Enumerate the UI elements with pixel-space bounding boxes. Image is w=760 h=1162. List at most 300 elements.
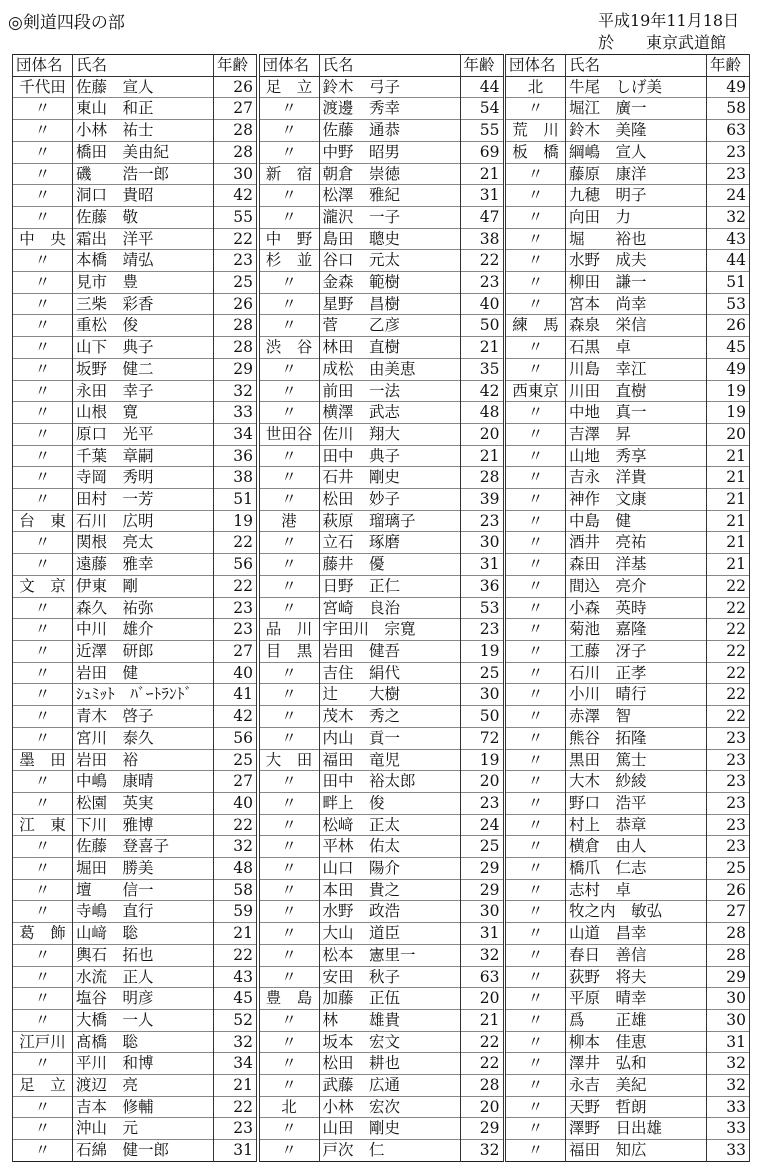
org-cell: 〃	[506, 445, 566, 467]
table-row	[13, 966, 257, 988]
age-cell: 19	[460, 640, 503, 662]
table-row	[13, 250, 257, 272]
name-cell: 石川 広明	[73, 510, 214, 532]
age-cell: 41	[214, 684, 257, 706]
org-cell: 〃	[13, 597, 73, 619]
org-cell: 〃	[259, 1075, 319, 1097]
age-cell: 19	[707, 380, 750, 402]
name-cell: 綱嶋 宣人	[566, 141, 707, 163]
name-cell: 藤井 優	[319, 554, 460, 576]
org-cell: 〃	[506, 706, 566, 728]
table-row	[506, 141, 750, 163]
table-row	[506, 315, 750, 337]
table-row	[259, 1031, 503, 1053]
org-cell: 〃	[506, 228, 566, 250]
age-cell: 32	[214, 1031, 257, 1053]
age-cell: 29	[707, 966, 750, 988]
name-cell: 本田 貴之	[319, 879, 460, 901]
table-row	[259, 315, 503, 337]
name-cell: 山﨑 聡	[73, 923, 214, 945]
org-cell: 〃	[13, 445, 73, 467]
age-cell: 22	[707, 597, 750, 619]
name-cell: 吉住 絹代	[319, 662, 460, 684]
org-cell: 〃	[506, 1009, 566, 1031]
age-cell: 25	[460, 662, 503, 684]
table-row	[13, 532, 257, 554]
org-cell: 〃	[506, 532, 566, 554]
org-cell: 〃	[259, 532, 319, 554]
table-row	[13, 206, 257, 228]
age-cell: 19	[460, 749, 503, 771]
org-cell: 〃	[506, 1031, 566, 1053]
table-row	[506, 228, 750, 250]
org-cell: 〃	[13, 684, 73, 706]
age-cell: 45	[707, 337, 750, 359]
table-row	[259, 120, 503, 142]
age-cell: 25	[460, 836, 503, 858]
age-cell: 32	[707, 1075, 750, 1097]
org-cell: 〃	[259, 771, 319, 793]
name-cell: 小森 英時	[566, 597, 707, 619]
age-cell: 25	[707, 858, 750, 880]
age-cell: 23	[214, 597, 257, 619]
org-cell: 〃	[13, 185, 73, 207]
table-row	[259, 228, 503, 250]
age-cell: 32	[214, 836, 257, 858]
age-cell: 45	[214, 988, 257, 1010]
name-cell: 島田 聰史	[319, 228, 460, 250]
name-cell: 茂木 秀之	[319, 706, 460, 728]
age-cell: 34	[214, 423, 257, 445]
org-cell: 〃	[506, 467, 566, 489]
age-cell: 27	[214, 640, 257, 662]
table-row	[506, 120, 750, 142]
age-cell: 22	[707, 662, 750, 684]
name-cell: 神作 文康	[566, 489, 707, 511]
table-row	[506, 727, 750, 749]
org-cell: 文 京	[13, 575, 73, 597]
table-row	[506, 1075, 750, 1097]
name-cell: 岩田 裕	[73, 749, 214, 771]
org-cell: 〃	[259, 293, 319, 315]
org-cell: 〃	[259, 944, 319, 966]
table-row	[13, 293, 257, 315]
table-row	[506, 749, 750, 771]
org-cell: 〃	[506, 575, 566, 597]
age-cell: 30	[460, 684, 503, 706]
org-cell: 〃	[506, 206, 566, 228]
org-cell: 〃	[259, 792, 319, 814]
name-cell: 林田 直樹	[319, 337, 460, 359]
age-cell: 34	[214, 1053, 257, 1075]
table-row	[13, 337, 257, 359]
name-cell: 森久 祐弥	[73, 597, 214, 619]
table-row	[506, 467, 750, 489]
name-cell: 堀田 勝美	[73, 858, 214, 880]
table-row	[13, 141, 257, 163]
roster-panel-1	[12, 54, 257, 1162]
name-cell: 鈴木 美隆	[566, 120, 707, 142]
org-cell: 〃	[13, 337, 73, 359]
table-row	[259, 76, 503, 98]
age-cell: 50	[460, 706, 503, 728]
name-cell: 澤井 弘和	[566, 1053, 707, 1075]
org-cell: 〃	[13, 662, 73, 684]
age-cell: 25	[214, 749, 257, 771]
age-cell: 28	[707, 944, 750, 966]
org-cell: 港	[259, 510, 319, 532]
age-cell: 23	[460, 619, 503, 641]
table-row	[506, 662, 750, 684]
org-cell: 〃	[506, 489, 566, 511]
table-row	[506, 380, 750, 402]
header-name: 氏名	[566, 55, 707, 77]
org-cell: 千代田	[13, 76, 73, 98]
table-row	[506, 337, 750, 359]
org-cell: 杉 並	[259, 250, 319, 272]
org-cell: 〃	[259, 315, 319, 337]
table-row	[259, 185, 503, 207]
name-cell: 山根 寛	[73, 402, 214, 424]
name-cell: 佐藤 宣人	[73, 76, 214, 98]
org-cell: 〃	[13, 98, 73, 120]
table-row	[13, 467, 257, 489]
name-cell: 坂野 健二	[73, 358, 214, 380]
age-cell: 21	[707, 554, 750, 576]
name-cell: 柳田 謙一	[566, 272, 707, 294]
age-cell: 33	[214, 402, 257, 424]
age-cell: 69	[460, 141, 503, 163]
age-cell: 22	[707, 706, 750, 728]
table-row	[506, 706, 750, 728]
name-cell: 平原 晴幸	[566, 988, 707, 1010]
org-cell: 〃	[259, 966, 319, 988]
name-cell: 松田 妙子	[319, 489, 460, 511]
name-cell: 堀江 廣一	[566, 98, 707, 120]
table-row	[259, 532, 503, 554]
age-cell: 21	[460, 1009, 503, 1031]
age-cell: 40	[460, 293, 503, 315]
org-cell: 〃	[259, 402, 319, 424]
name-cell: 吉本 修輔	[73, 1096, 214, 1118]
age-cell: 54	[460, 98, 503, 120]
table-row	[259, 858, 503, 880]
table-row	[506, 423, 750, 445]
org-cell: 江戸川	[13, 1031, 73, 1053]
table-row	[259, 597, 503, 619]
org-cell: 新 宿	[259, 163, 319, 185]
age-cell: 33	[707, 1118, 750, 1140]
org-cell: 練 馬	[506, 315, 566, 337]
name-cell: 見市 豊	[73, 272, 214, 294]
header-org: 団体名	[13, 55, 73, 77]
table-row	[13, 706, 257, 728]
name-cell: 星野 昌樹	[319, 293, 460, 315]
table-row	[13, 1118, 257, 1140]
age-cell: 42	[214, 185, 257, 207]
age-cell: 26	[214, 76, 257, 98]
table-row	[13, 1140, 257, 1162]
age-cell: 29	[460, 1118, 503, 1140]
table-row	[506, 1031, 750, 1053]
table-row	[259, 1075, 503, 1097]
name-cell: 松澤 雅紀	[319, 185, 460, 207]
name-cell: 松田 耕也	[319, 1053, 460, 1075]
table-row	[506, 988, 750, 1010]
org-cell: 〃	[506, 163, 566, 185]
name-cell: 吉澤 昇	[566, 423, 707, 445]
table-row	[506, 358, 750, 380]
name-cell: 霜出 洋平	[73, 228, 214, 250]
age-cell: 24	[460, 814, 503, 836]
org-cell: 品 川	[259, 619, 319, 641]
table-row	[506, 185, 750, 207]
table-row	[259, 206, 503, 228]
table-row	[13, 445, 257, 467]
org-cell: 〃	[13, 1140, 73, 1162]
name-cell: 日野 正仁	[319, 575, 460, 597]
age-cell: 48	[460, 402, 503, 424]
table-row	[13, 792, 257, 814]
table-row	[13, 944, 257, 966]
age-cell: 21	[707, 445, 750, 467]
org-cell: 〃	[259, 206, 319, 228]
table-row	[13, 98, 257, 120]
table-row	[259, 1009, 503, 1031]
table-row	[259, 1140, 503, 1162]
org-cell: 〃	[506, 1096, 566, 1118]
age-cell: 21	[214, 1075, 257, 1097]
org-cell: 〃	[259, 662, 319, 684]
age-cell: 51	[707, 272, 750, 294]
age-cell: 55	[214, 206, 257, 228]
name-cell: 東山 和正	[73, 98, 214, 120]
table-row	[259, 293, 503, 315]
age-cell: 28	[214, 141, 257, 163]
age-cell: 21	[460, 337, 503, 359]
org-cell: 〃	[13, 315, 73, 337]
org-cell: 〃	[506, 814, 566, 836]
age-cell: 29	[460, 858, 503, 880]
org-cell: 〃	[13, 1053, 73, 1075]
org-cell: 〃	[13, 250, 73, 272]
age-cell: 29	[460, 879, 503, 901]
age-cell: 23	[214, 250, 257, 272]
table-row	[506, 489, 750, 511]
name-cell: 立石 琢磨	[319, 532, 460, 554]
age-cell: 28	[214, 120, 257, 142]
name-cell: 佐川 翔大	[319, 423, 460, 445]
org-cell: 〃	[506, 944, 566, 966]
page-title: ◎剣道四段の部	[8, 13, 125, 33]
name-cell: 春日 善信	[566, 944, 707, 966]
age-cell: 47	[460, 206, 503, 228]
name-cell: 大山 道臣	[319, 923, 460, 945]
table-row	[259, 467, 503, 489]
header-name: 氏名	[73, 55, 214, 77]
org-cell: 〃	[506, 836, 566, 858]
age-cell: 39	[460, 489, 503, 511]
age-cell: 23	[707, 771, 750, 793]
header-org: 団体名	[506, 55, 566, 77]
table-row	[506, 1053, 750, 1075]
org-cell: 葛 飾	[13, 923, 73, 945]
org-cell: 〃	[13, 467, 73, 489]
org-cell: 〃	[506, 272, 566, 294]
table-row	[506, 1118, 750, 1140]
age-cell: 28	[460, 1075, 503, 1097]
table-row	[259, 98, 503, 120]
table-row	[13, 228, 257, 250]
org-cell: 〃	[506, 423, 566, 445]
org-cell: 〃	[13, 358, 73, 380]
name-cell: 田村 一芳	[73, 489, 214, 511]
age-cell: 43	[214, 966, 257, 988]
org-cell: 西東京	[506, 380, 566, 402]
table-row	[13, 662, 257, 684]
org-cell: 〃	[506, 662, 566, 684]
table-row	[13, 640, 257, 662]
age-cell: 23	[460, 792, 503, 814]
name-cell: 青木 啓子	[73, 706, 214, 728]
table-row	[13, 619, 257, 641]
name-cell: 加藤 正伍	[319, 988, 460, 1010]
age-cell: 23	[707, 749, 750, 771]
header-name: 氏名	[319, 55, 460, 77]
age-cell: 21	[707, 532, 750, 554]
org-cell: 〃	[259, 597, 319, 619]
table-row	[259, 966, 503, 988]
age-cell: 20	[460, 423, 503, 445]
name-cell: ｼｭﾐｯﾄ ﾊﾞｰﾄﾗﾝﾄﾞ	[73, 684, 214, 706]
table-row	[506, 98, 750, 120]
table-row	[13, 1075, 257, 1097]
name-cell: 森泉 栄信	[566, 315, 707, 337]
name-cell: 小林 祐士	[73, 120, 214, 142]
name-cell: 大橋 一人	[73, 1009, 214, 1031]
table-row	[13, 554, 257, 576]
age-cell: 23	[707, 792, 750, 814]
table-row	[13, 272, 257, 294]
name-cell: 柳本 佳恵	[566, 1031, 707, 1053]
table-row	[506, 554, 750, 576]
age-cell: 49	[707, 358, 750, 380]
name-cell: 中野 昭男	[319, 141, 460, 163]
name-cell: 平林 佑太	[319, 836, 460, 858]
table-row	[506, 836, 750, 858]
org-cell: 〃	[13, 206, 73, 228]
age-cell: 42	[214, 706, 257, 728]
org-cell: 〃	[506, 185, 566, 207]
name-cell: 安田 秋子	[319, 966, 460, 988]
table-row	[13, 684, 257, 706]
name-cell: 大木 紗綾	[566, 771, 707, 793]
age-cell: 23	[707, 163, 750, 185]
org-cell: 〃	[259, 727, 319, 749]
table-row	[13, 597, 257, 619]
name-cell: 赤澤 智	[566, 706, 707, 728]
table-row	[13, 1096, 257, 1118]
org-cell: 〃	[259, 836, 319, 858]
table-row	[506, 1140, 750, 1162]
table-row	[259, 836, 503, 858]
org-cell: 〃	[506, 554, 566, 576]
name-cell: 鈴木 弓子	[319, 76, 460, 98]
table-row	[506, 966, 750, 988]
org-cell: 〃	[13, 836, 73, 858]
age-cell: 36	[214, 445, 257, 467]
org-cell: 〃	[259, 575, 319, 597]
org-cell: 〃	[13, 141, 73, 163]
age-cell: 30	[707, 988, 750, 1010]
name-cell: 三柴 彩香	[73, 293, 214, 315]
table-row	[259, 684, 503, 706]
table-row	[259, 445, 503, 467]
name-cell: 朝倉 崇徳	[319, 163, 460, 185]
name-cell: 小林 宏次	[319, 1096, 460, 1118]
table-row	[506, 792, 750, 814]
org-cell: 板 橋	[506, 141, 566, 163]
age-cell: 26	[707, 315, 750, 337]
org-cell: 〃	[259, 272, 319, 294]
org-cell: 〃	[506, 858, 566, 880]
org-cell: 〃	[13, 1118, 73, 1140]
name-cell: 藤原 康洋	[566, 163, 707, 185]
name-cell: 渡辺 亮	[73, 1075, 214, 1097]
org-cell: 〃	[506, 1140, 566, 1162]
org-cell: 〃	[506, 358, 566, 380]
name-cell: 沖山 元	[73, 1118, 214, 1140]
table-row	[13, 120, 257, 142]
age-cell: 23	[707, 836, 750, 858]
org-cell: 〃	[13, 944, 73, 966]
name-cell: 佐藤 敬	[73, 206, 214, 228]
age-cell: 24	[707, 185, 750, 207]
age-cell: 42	[460, 380, 503, 402]
org-cell: 〃	[13, 771, 73, 793]
name-cell: 川島 幸江	[566, 358, 707, 380]
name-cell: 宮崎 良治	[319, 597, 460, 619]
table-row	[506, 597, 750, 619]
header-age: 年齢	[214, 55, 257, 77]
age-cell: 44	[707, 250, 750, 272]
age-cell: 21	[460, 445, 503, 467]
table-row	[13, 510, 257, 532]
name-cell: 洞口 貴昭	[73, 185, 214, 207]
name-cell: 宮川 泰久	[73, 727, 214, 749]
org-cell: 〃	[259, 467, 319, 489]
age-cell: 22	[214, 228, 257, 250]
age-cell: 21	[707, 489, 750, 511]
org-cell: 〃	[506, 250, 566, 272]
table-row	[506, 445, 750, 467]
name-cell: 山地 秀享	[566, 445, 707, 467]
table-row	[506, 510, 750, 532]
age-cell: 36	[460, 575, 503, 597]
org-cell: 〃	[506, 771, 566, 793]
name-cell: 山口 陽介	[319, 858, 460, 880]
name-cell: 畔上 俊	[319, 792, 460, 814]
name-cell: 山道 昌幸	[566, 923, 707, 945]
name-cell: 菅 乙彦	[319, 315, 460, 337]
table-row	[259, 141, 503, 163]
age-cell: 23	[214, 619, 257, 641]
age-cell: 63	[707, 120, 750, 142]
name-cell: 中島 健	[566, 510, 707, 532]
table-row	[13, 380, 257, 402]
name-cell: 熊谷 拓隆	[566, 727, 707, 749]
table-row	[506, 163, 750, 185]
